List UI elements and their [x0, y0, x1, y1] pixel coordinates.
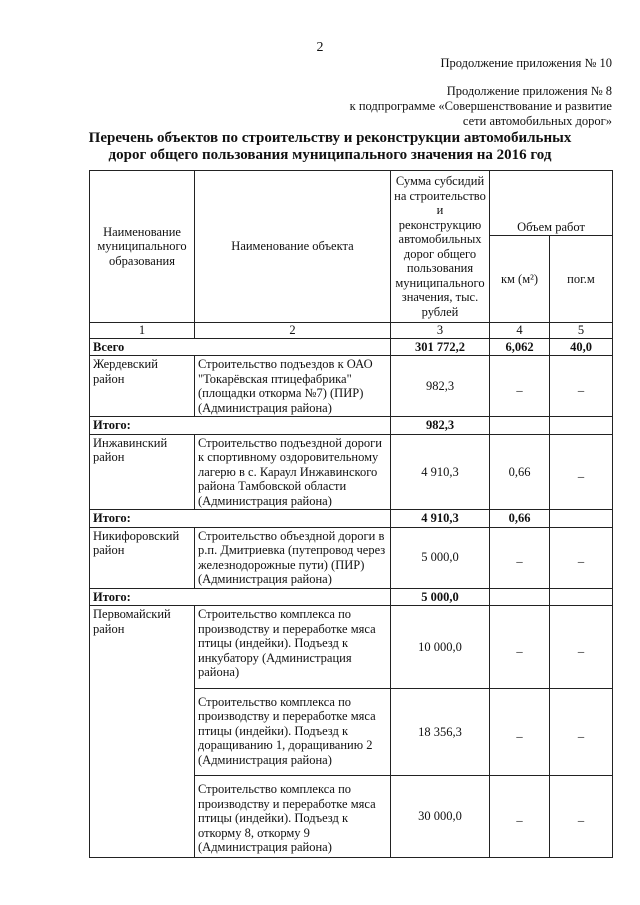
sum-cell: 5 000,0 — [391, 527, 490, 588]
municipality-cell: Никифоровский район — [90, 527, 195, 588]
subtotal-sum: 4 910,3 — [391, 510, 490, 528]
subtotal-row — [90, 417, 613, 435]
header-object: Наименование объекта — [195, 171, 391, 323]
table-row — [90, 527, 613, 588]
pm-cell: _ — [550, 606, 613, 689]
pm-cell: _ — [550, 688, 613, 776]
km-cell: 0,66 — [490, 434, 550, 510]
table-row — [90, 434, 613, 510]
table-row — [90, 356, 613, 417]
sum-cell: 4 910,3 — [391, 434, 490, 510]
subtotal-pm — [550, 417, 613, 435]
subtotal-row — [90, 588, 613, 606]
subtotal-pm — [550, 588, 613, 606]
sum-cell: 982,3 — [391, 356, 490, 417]
document-title — [60, 130, 600, 164]
col-number: 5 — [550, 323, 613, 339]
object-cell: Строительство подъездной дороги к спортивному оздоровительному лагерю в с. Караул Инжавинского района Тамбовской области (Администрация района) — [195, 434, 391, 510]
km-cell: _ — [490, 688, 550, 776]
subtotal-km — [490, 588, 550, 606]
header-row — [90, 171, 613, 236]
km-cell: _ — [490, 356, 550, 417]
appendix-line-2: к подпрограмме «Совершенствование и развитие — [349, 99, 612, 113]
subtotal-row — [90, 510, 613, 528]
objects-table — [89, 170, 613, 858]
col-number: 3 — [391, 323, 490, 339]
continuation-label: Продолжение приложения № 10 — [440, 56, 612, 70]
pm-cell: _ — [550, 776, 613, 858]
total-label: Всего — [90, 338, 391, 356]
subtotal-label: Итого: — [90, 510, 391, 528]
object-cell: Строительство подъездов к ОАО "Токарёвская птицефабрика" (площадки откорма №7) (ПИР) (Администрация района) — [195, 356, 391, 417]
subtotal-km: 0,66 — [490, 510, 550, 528]
sum-cell: 10 000,0 — [391, 606, 490, 689]
title-line-2: дорог общего пользования муниципального значения на 2016 год — [108, 147, 552, 163]
municipality-cell: Жердевский район — [90, 356, 195, 417]
sum-cell: 18 356,3 — [391, 688, 490, 776]
object-cell: Строительство объездной дороги в р.п. Дмитриевка (путепровод через железнодорожные пути) (ПИР) (Администрация района) — [195, 527, 391, 588]
appendix-header — [350, 84, 612, 129]
col-number: 2 — [195, 323, 391, 339]
subtotal-sum: 982,3 — [391, 417, 490, 435]
pm-cell: _ — [550, 434, 613, 510]
appendix-line-3: сети автомобильных дорог» — [462, 114, 612, 128]
column-numbers-row — [90, 323, 613, 339]
col-number: 1 — [90, 323, 195, 339]
object-cell: Строительство комплекса по производству и переработке мяса птицы (индейки). Подъезд к откорму 8, откорму 9 (Администрация района) — [195, 776, 391, 858]
subtotal-pm — [550, 510, 613, 528]
pm-cell: _ — [550, 527, 613, 588]
municipality-cell: Первомайский район — [90, 606, 195, 858]
table-row — [90, 606, 613, 689]
header-pm: пог.м — [550, 236, 613, 323]
object-cell: Строительство комплекса по производству и переработке мяса птицы (индейки). Подъезд к инкубатору (Администрация района) — [195, 606, 391, 689]
page-number: 2 — [316, 40, 324, 55]
subtotal-label: Итого: — [90, 417, 391, 435]
km-cell: _ — [490, 606, 550, 689]
km-cell: _ — [490, 527, 550, 588]
pm-cell: _ — [550, 356, 613, 417]
total-sum: 301 772,2 — [391, 338, 490, 356]
col-number: 4 — [490, 323, 550, 339]
subtotal-km — [490, 417, 550, 435]
object-cell: Строительство комплекса по производству и переработке мяса птицы (индейки). Подъезд к доращиванию 1, доращиванию 2 (Администрация района) — [195, 688, 391, 776]
grand-total-row — [90, 338, 613, 356]
header-municipality: Наименование муниципального образования — [90, 171, 195, 323]
subtotal-label: Итого: — [90, 588, 391, 606]
appendix-line-1: Продолжение приложения № 8 — [446, 84, 612, 98]
municipality-cell: Инжавинский район — [90, 434, 195, 510]
total-pm: 40,0 — [550, 338, 613, 356]
total-km: 6,062 — [490, 338, 550, 356]
sum-cell: 30 000,0 — [391, 776, 490, 858]
title-line-1: Перечень объектов по строительству и реконструкции автомобильных — [88, 130, 572, 146]
subtotal-sum: 5 000,0 — [391, 588, 490, 606]
header-sum: Сумма субсидий на строительство и реконструкцию автомобильных дорог общего пользования муниципального значения, тыс. рублей — [391, 171, 490, 323]
km-cell: _ — [490, 776, 550, 858]
header-km: км (м²) — [490, 236, 550, 323]
header-volume: Объем работ — [490, 171, 613, 236]
